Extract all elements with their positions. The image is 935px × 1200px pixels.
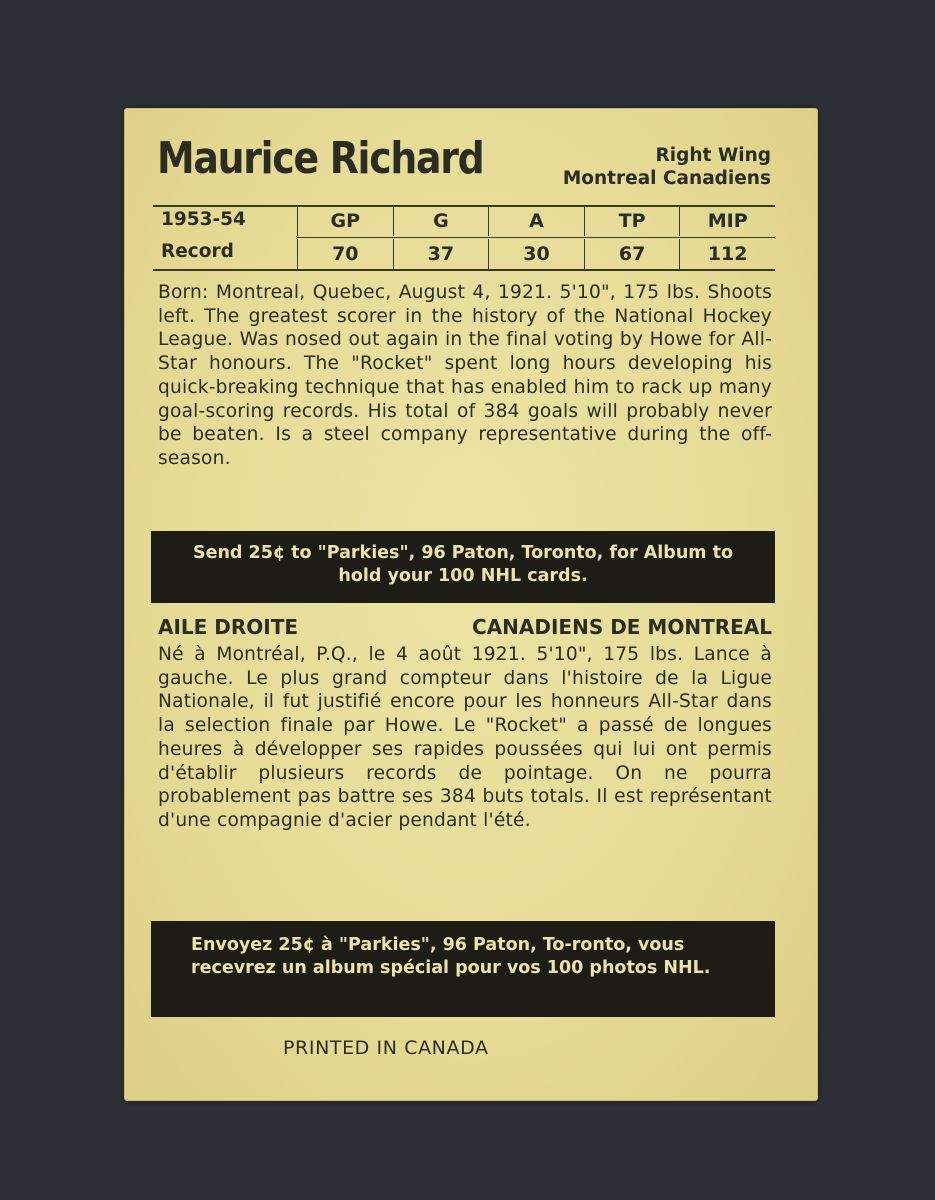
stats-value-g: 37 [393,239,489,269]
stats-rule-middle [297,237,775,238]
stats-season-label: 1953-54 [161,209,246,230]
stats-value-mip: 112 [679,239,775,269]
french-position: AILE DROITE [158,615,299,639]
stats-table [153,205,775,271]
player-name: Maurice Richard [157,133,484,184]
player-team: Montreal Canadiens [562,168,771,189]
player-position: Right Wing [655,145,771,166]
stats-value-gp: 70 [297,239,393,269]
stats-value-row [297,239,775,269]
stats-header-a: A [488,206,584,236]
stats-record-label: Record [161,241,234,262]
stats-header-tp: TP [584,206,680,236]
stats-rule-bottom [153,269,775,271]
trading-card-back [124,108,818,1101]
player-position-block [563,144,771,190]
french-album-offer: Envoyez 25¢ à "Parkies", 96 Paton, To-ronto, vous recevrez un album spécial pour vos 100 photos NHL. [151,921,775,1017]
printed-in-canada: PRINTED IN CANADA [283,1037,489,1059]
stats-header-row [297,206,775,236]
stats-header-gp: GP [297,206,393,236]
english-album-offer: Send 25¢ to "Parkies", 96 Paton, Toronto, for Album to hold your 100 NHL cards. [151,531,775,603]
stats-value-tp: 67 [584,239,680,269]
french-team: CANADIENS DE MONTREAL [472,615,772,639]
french-biography: Né à Montréal, P.Q., le 4 août 1921. 5'10", 175 lbs. Lance à gauche. Le plus grand compteur dans l'histoire de la Ligue Nationale, il fut justifié encore pour les honneurs All-Star dans la selection finale par Howe. Le "Rocket" a passé de longues heures à développer ses rapides poussées qui lui ont permis d'établir plusieurs records de pointage. On ne pourra probablement pas battre ses 384 buts totals. Il est représentant d'une compagnie d'acier pendant l'été. [158,644,772,831]
english-biography: Born: Montreal, Quebec, August 4, 1921. 5'10", 175 lbs. Shoots left. The greatest scorer in the history of the National Hockey League. Was nosed out again in the final voting by Howe for All-Star honours. The "Rocket" spent long hours developing his quick-breaking technique that has enabled him to rack up many goal-scoring records. His total of 384 goals will probably never be beaten. Is a steel company representative during the off-season. [158,282,772,469]
stats-header-mip: MIP [679,206,775,236]
stats-header-g: G [393,206,489,236]
stats-value-a: 30 [488,239,584,269]
french-heading [158,615,772,639]
